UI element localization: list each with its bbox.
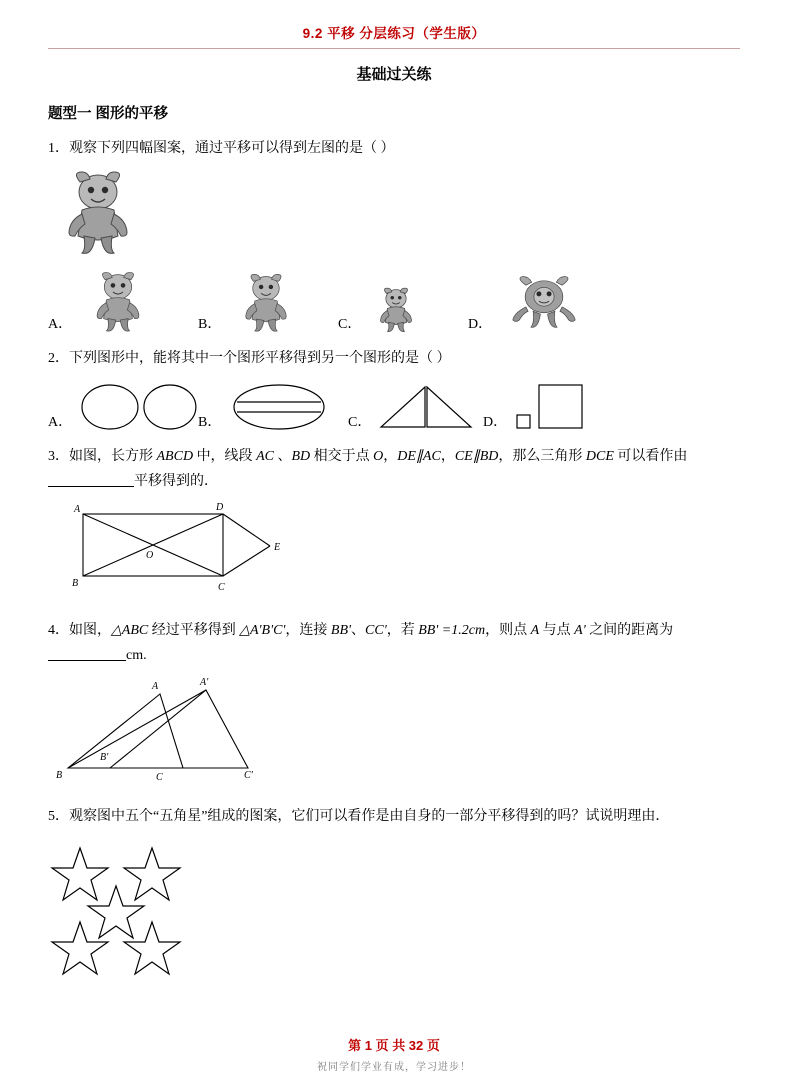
q4-it-6: A (530, 623, 540, 638)
q4-it-2: △A'B'C' (239, 623, 286, 638)
q3-text-2: 中，线段 (193, 449, 257, 464)
two-circles-icon (78, 383, 198, 431)
q4-it-3: BB' (330, 623, 352, 638)
q4-text-7: 与点 (539, 623, 575, 638)
question-2-number: 2． (48, 350, 69, 366)
label-E: E (274, 542, 281, 553)
q3-text-1: 如图，长方形 (69, 449, 157, 464)
q3-text-3: 、 (273, 449, 292, 464)
label-B: B (56, 770, 63, 781)
question-1-reference-figure (48, 170, 740, 261)
q3-text-4: 相交于点 (310, 449, 374, 464)
q3-text-6: ， (440, 449, 455, 464)
label-A: A (152, 681, 159, 692)
q4-text-8: 之间的距离为 (585, 623, 674, 638)
doll-icon (48, 170, 148, 256)
q3-it-3: BD (291, 449, 311, 464)
option-a[interactable]: A． (48, 383, 198, 431)
q4-it-5: BB' =1.2cm (418, 623, 486, 638)
label-C: C (156, 772, 163, 782)
page-title: 9.2 平移 分层练习（学生版） (302, 26, 486, 41)
option-d[interactable]: D． (468, 275, 590, 333)
question-3-number: 3． (48, 449, 69, 464)
q3-text-7: ，那么三角形 (498, 449, 586, 464)
q3-it-4: O (373, 449, 384, 464)
question-5-text: 观察图中五个“五角星”组成的图案，它们可以看作是由自身的一部分平移得到的吗？试说明理由． (69, 809, 670, 824)
doll-option-a-icon (78, 271, 158, 333)
q4-it-4: CC' (365, 623, 387, 638)
q4-text-2: 经过平移得到 (148, 623, 240, 638)
q4-text-9: cm. (126, 647, 147, 663)
page-footer (0, 1035, 788, 1073)
question-type-heading: 题型一 图形的平移 (48, 106, 169, 122)
question-2-options (48, 383, 740, 431)
q3-answer-blank[interactable] (48, 486, 134, 487)
question-5-figure (48, 838, 740, 983)
question-3-figure (48, 500, 740, 605)
q3-text-8: 可以看作由 (613, 449, 688, 464)
question-1 (48, 137, 740, 162)
q4-text-6: ，则点 (485, 623, 531, 638)
label-A: A (74, 504, 81, 515)
q3-it-2: AC (256, 449, 274, 464)
option-d[interactable]: D． (483, 383, 613, 431)
triangle-translation-diagram (48, 672, 348, 782)
q4-text-5: ，若 (386, 623, 419, 638)
q4-answer-blank[interactable] (48, 660, 126, 661)
option-b[interactable]: B． (198, 273, 338, 333)
page-number: 第 1 页 共 32 页 (348, 1038, 440, 1053)
question-4 (48, 619, 740, 668)
divided-circle-icon (227, 383, 332, 431)
label-C: C (218, 582, 225, 593)
section-title: 基础过关练 (356, 66, 432, 83)
option-a[interactable]: A． (48, 271, 198, 333)
doll-option-b-icon (227, 273, 305, 333)
question-3 (48, 445, 740, 494)
option-b[interactable]: B． (198, 383, 348, 431)
doll-option-d-icon (498, 275, 590, 333)
question-4-number: 4． (48, 623, 69, 638)
footer-watermark: 祝同学们学业有成，学习进步！ (317, 1062, 471, 1073)
q3-it-1: ABCD (156, 449, 194, 464)
q4-it-1: △ABC (111, 623, 149, 638)
q3-it-6: CE∥BD (454, 449, 499, 464)
label-B-prime: B' (100, 752, 109, 763)
label-D: D (216, 502, 224, 513)
q4-text-4: 、 (351, 623, 366, 638)
q4-it-7: A' (574, 623, 586, 638)
label-B: B (72, 578, 79, 589)
question-1-options (48, 271, 740, 333)
question-5-number: 5． (48, 809, 69, 824)
q3-it-7: DCE (585, 449, 614, 464)
q3-text-5: ， (383, 449, 398, 464)
q4-text-3: ，连接 (285, 623, 331, 638)
q3-it-5: DE∥AC (397, 449, 441, 464)
five-stars-diagram (48, 838, 208, 978)
question-4-figure (48, 672, 740, 787)
doll-option-c-icon (367, 287, 425, 333)
rectangle-abcd-diagram (48, 500, 308, 600)
question-2-text: 下列图形中，能将其中一个图形平移得到另一个图形的是（ ） (69, 350, 451, 366)
label-C-prime: C' (244, 770, 253, 781)
question-1-number: 1． (48, 141, 69, 156)
title-divider (48, 48, 740, 49)
q3-text-9: 平移得到的． (134, 473, 218, 489)
two-squares-icon (513, 383, 613, 431)
q4-text-1: 如图， (69, 623, 111, 638)
label-O: O (146, 550, 154, 561)
label-A-prime: A' (200, 677, 209, 688)
option-c[interactable]: C． (348, 383, 483, 431)
two-triangles-icon (377, 383, 477, 431)
question-1-text: 观察下列四幅图案，通过平移可以得到左图的是（ ） (69, 141, 395, 156)
question-2 (48, 347, 740, 372)
question-5 (48, 805, 740, 830)
option-c[interactable]: C． (338, 287, 468, 333)
